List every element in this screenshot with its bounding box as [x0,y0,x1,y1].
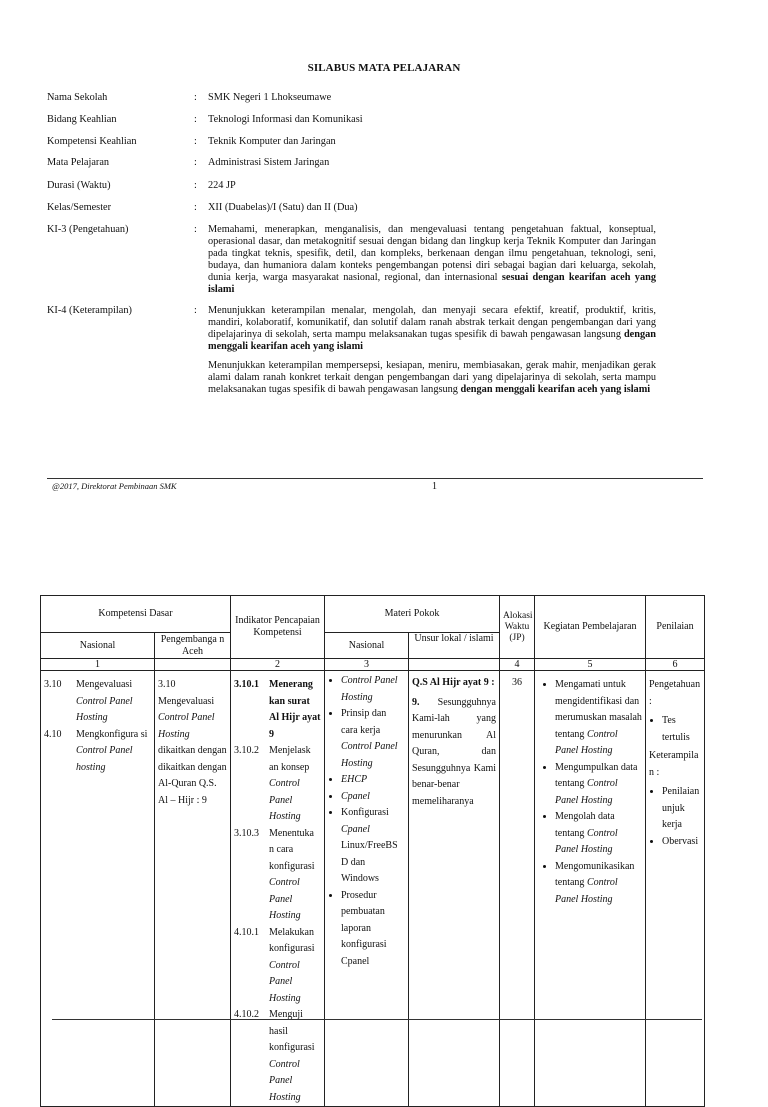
header-penilaian: Penilaian [646,596,705,659]
cell-materi-nasional [325,671,409,1107]
materi-list [328,673,405,970]
ki3-text: Memahami, menerapkan, menganalisis, dan mengevaluasi tentang pengetahuan faktual, konseptual, operasional dasar, dan metakognitif sesuai dengan bidang dan lingkup kerja Teknik Komputer dan Jaringan pada tingkat teknis, spesifik, detil, dan kompleks, berkenaan dengan ilmu pengetahuan, teknologi, seni, budaya, dan humaniora dalam konteks pengembangan potensi diri sebagai bagian dari keluarga, sekolah, dunia kerja, warga masyarakat nasional, regional, dan internasional sesuai dengan kearifan aceh yang islami [208,224,656,295]
header-unsur-lokal: Unsur lokal / islami [409,633,500,659]
list-item: • Mengomunikasikan tentang Control Panel Hosting [555,859,642,909]
column-number: 2 [231,659,325,671]
list-item: • Mengamati untuk mengidentifikasi dan merumuskan masalah tentang Control Panel Hosting [555,677,642,760]
info-label: KI-4 (Keterampilan) [47,305,132,316]
column-number: 5 [535,659,646,671]
list-item: • Prinsip dan cara kerja Control Panel Hosting [341,706,405,772]
list-item: • Control Panel Hosting [341,673,405,706]
header-materi-nasional: Nasional [325,633,409,659]
list-item: • EHCP [341,772,405,789]
column-number: 1 [41,659,155,671]
info-label: Kelas/Semester [47,202,112,213]
header-kegiatan: Kegiatan Pembelajaran [535,596,646,659]
kd-item: 3.10 Mengevaluasi Control Panel Hosting [44,679,133,723]
list-item: • Obervasi [662,834,701,851]
kd-item: 4.10 Mengkonfigura si Control Panel hosting [44,728,148,773]
list-item: • Cpanel [341,789,405,806]
column-number: 4 [500,659,535,671]
cell-kegiatan [535,671,646,1107]
info-value: SMK Negeri 1 Lhokseumawe [208,92,332,103]
info-label: Mata Pelajaran [47,157,110,168]
header-pengembangan-aceh: Pengembanga n Aceh [155,633,231,659]
info-label: Bidang Keahlian [47,114,117,125]
cell-indikator: 3.10.1 Menerang kan surat Al Hijr ayat 9 3.10.2 Menjelask an konsep Control Panel Hosting 3.10.3 Menentuka n cara konfigurasi Control Panel Hosting 4.10.1 Melakukan konfigurasi Control Panel Hosting 4.10.2 Menguji hasil konfigurasi Control Panel Hosting [231,671,325,1107]
info-label: Durasi (Waktu) [47,180,111,191]
cell-kd-nasional [41,671,155,1107]
list-item: • Penilaian unjuk kerja [662,784,701,834]
info-row-subject: Mata Pelajaran : Administrasi Sistem Jaringan [47,157,662,171]
info-row-ki4: KI-4 (Keterampilan) : Menunjukkan keterampilan menalar, mengolah, dan menyaji secara efektif, kreatif, produktif, kritis, mandiri, kolaboratif, komunikatif, dan solutif dalam ranah abstrak terkait dengan pengembangan dari yang dipelajarinya di sekolah, serta mampu melaksanakan tugas spesifik di bawah pengawasan langsung dengan menggali kearifan aceh yang islami Menunjukkan keterampilan mempersepsi, kesiapan, meniru, membiasakan, gerak mahir, menjadikan gerak alami dalam ranah konkret terkait dengan pengembangan dari yang dipelajarinya di sekolah, serta mampu melaksanakan tugas spesifik di bawah pengawasan langsung dengan menggali kearifan aceh yang islami [47,305,656,395]
list-item: • Prosedur pembuatan laporan konfigurasi Cpanel [341,888,405,971]
document-title: SILABUS MATA PELAJARAN [307,62,461,74]
column-number: 6 [646,659,705,671]
list-item: • Mengumpulkan data tentang Control Panel Hosting [555,760,642,810]
info-value: 224 JP [208,180,236,191]
page-number: 1 [432,481,437,492]
footer-divider-page-2 [52,1019,702,1020]
list-item: • Tes tertulis [662,713,701,746]
info-value: XII (Duabelas)/I (Satu) dan II (Dua) [208,202,358,213]
footer-copyright: @2017, Direktorat Pembinaan SMK [52,481,177,491]
cell-penilaian: Pengetahuan : • Tes tertulis Keterampila n : • Penilaian unjuk kerja • Obervasi [646,671,705,1107]
header-indikator: Indikator Pencapaian Kompetensi [231,596,325,659]
column-number: 3 [325,659,409,671]
info-row-ki3: KI-3 (Pengetahuan) : Memahami, menerapkan, menganalisis, dan mengevaluasi tentang pengetahuan faktual, konseptual, operasional dasar, dan metakognitif sesuai dengan bidang dan lingkup kerja Teknik Komputer dan Jaringan pada tingkat teknis, spesifik, detil, dan kompleks, berkenaan dengan ilmu pengetahuan, teknologi, seni, budaya, dan humaniora dalam konteks pengembangan potensi diri sebagai bagian dari keluarga, sekolah, dunia kerja, warga masyarakat nasional, regional, dan internasional sesuai dengan kearifan aceh yang islami [47,224,656,295]
document-page-1 [0,0,768,500]
cell-unsur-lokal: Q.S Al Hijr ayat 9 : 9. Sesungguhnya Kami-lah yang menurunkan Al Quran, dan Sesungguhnya Kami benar-benar memeliharanya [409,671,500,1107]
header-nasional: Nasional [41,633,155,659]
cell-alokasi: 36 [500,671,535,1107]
header-kompetensi-dasar: Kompetensi Dasar [41,596,231,633]
list-item: • Mengolah data tentang Control Panel Hosting [555,809,642,859]
info-row-school: Nama Sekolah : SMK Negeri 1 Lhokseumawe [47,92,662,106]
info-value: Teknik Komputer dan Jaringan [208,136,336,147]
info-label: Kompetensi Keahlian [47,136,137,147]
info-row-class: Kelas/Semester : XII (Duabelas)/I (Satu) dan II (Dua) [47,202,662,216]
cell-pengembangan-aceh: 3.10 Mengevaluasi Control Panel Hosting dikaitkan dengan dikaitkan dengan Al-Quran Q.S. Al – Hijr : 9 [155,671,231,1107]
list-item: • Konfigurasi Cpanel Linux/FreeBS D dan Windows [341,805,405,888]
kegiatan-list [538,677,642,908]
info-value: Administrasi Sistem Jaringan [208,157,330,168]
info-label: Nama Sekolah [47,92,108,103]
header-alokasi: Alokasi Waktu (JP) [500,596,535,659]
info-row-competency: Kompetensi Keahlian : Teknik Komputer dan Jaringan [47,136,662,150]
info-row-field: Bidang Keahlian : Teknologi Informasi dan Komunikasi [47,114,662,128]
ki4-text: Menunjukkan keterampilan menalar, mengolah, dan menyaji secara efektif, kreatif, produktif, kritis, mandiri, kolaboratif, komunikatif, dan solutif dalam ranah abstrak terkait dengan pengembangan dari yang dipelajarinya di sekolah, serta mampu melaksanakan tugas spesifik di bawah pengawasan langsung dengan menggali kearifan aceh yang islami Menunjukkan keterampilan mempersepsi, kesiapan, meniru, membiasakan, gerak mahir, menjadikan gerak alami dalam ranah konkret terkait dengan pengembangan dari yang dipelajarinya di sekolah, serta mampu melaksanakan tugas spesifik di bawah pengawasan langsung dengan menggali kearifan aceh yang islami [208,305,656,395]
header-materi-pokok: Materi Pokok [325,596,500,633]
syllabus-table [40,595,704,1107]
info-label: KI-3 (Pengetahuan) [47,224,129,235]
footer-divider [47,478,703,479]
info-row-duration: Durasi (Waktu) : 224 JP [47,180,662,194]
info-value: Teknologi Informasi dan Komunikasi [208,114,363,125]
